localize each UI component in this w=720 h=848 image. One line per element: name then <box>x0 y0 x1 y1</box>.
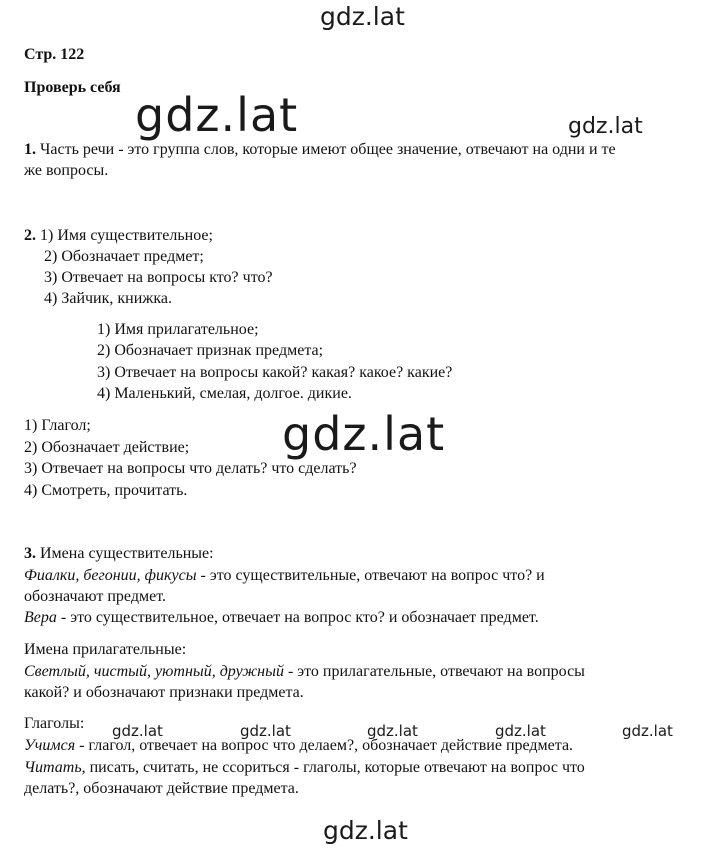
q3-nouns-example-2: Вера - это существительное, отвечает на вопрос кто? и обозначает предмет. <box>24 609 539 626</box>
q2-verb-2: 2) Обозначает действие; <box>24 439 190 456</box>
watermark-bottom: gdz.lat <box>323 816 408 845</box>
watermark-large-1: gdz.lat <box>135 88 299 142</box>
q3-nouns-heading: 3. Имена существительные: <box>24 545 214 562</box>
q1-line-2: же вопросы. <box>24 162 109 179</box>
watermark-large-2: gdz.lat <box>282 407 446 461</box>
q1-number: 1. <box>24 141 36 158</box>
q1-line-1 <box>24 140 616 160</box>
q3-nouns-example-1: Фиалки, бегонии, фикусы - это существительные, отвечают на вопрос что? и <box>24 567 545 584</box>
q2-adj-1: 1) Имя прилагательное; <box>97 321 259 338</box>
q3-adj-example-cont: какой? и обозначают признаки предмета. <box>24 684 304 701</box>
q3-adj-example: Светлый, чистый, уютный, дружный - это прилагательные, отвечают на вопросы <box>24 663 585 680</box>
watermark-small-3: gdz.lat <box>367 722 418 740</box>
q2-noun-3: 3) Отвечает на вопросы кто? что? <box>44 269 273 286</box>
watermark-small-5: gdz.lat <box>622 722 673 740</box>
q3-verbs-example-2-cont: делать?, обозначают действие предмета. <box>24 780 299 797</box>
watermark-small-1: gdz.lat <box>112 722 163 740</box>
q2-noun-2: 2) Обозначает предмет; <box>44 248 204 265</box>
watermark-small-2: gdz.lat <box>240 722 291 740</box>
q2-verb-1: 1) Глагол; <box>24 417 91 434</box>
q3-adj-heading: Имена прилагательные: <box>24 641 187 658</box>
watermark-right: gdz.lat <box>568 114 643 139</box>
watermark-small-4: gdz.lat <box>495 722 546 740</box>
q1-text: Часть речи - это группа слов, которые имеют общее значение, отвечают на одни и те <box>36 141 616 158</box>
q2-verb-3: 3) Отвечает на вопросы что делать? что сделать? <box>24 460 357 477</box>
q2-number: 2. <box>24 227 36 244</box>
q3-verbs-example-2: Читать, писать, считать, не ссориться - глаголы, которые отвечают на вопрос что <box>24 759 585 776</box>
q3-verbs-heading: Глаголы: <box>24 715 85 732</box>
page-number: Стр. 122 <box>24 46 85 63</box>
q2-adj-4: 4) Маленький, смелая, долгое. дикие. <box>97 385 352 402</box>
q3-verbs-example-1: Учимся - глагол, отвечает на вопрос что делаем?, обозначает действие предмета. <box>24 737 574 754</box>
q2-verb-4: 4) Смотреть, прочитать. <box>24 482 188 499</box>
section-title: Проверь себя <box>24 79 121 96</box>
q3-nouns-example-1-cont: обозначают предмет. <box>24 588 166 605</box>
q2-noun-1: 2. 1) Имя существительное; <box>24 227 213 244</box>
watermark-top: gdz.lat <box>320 2 405 31</box>
q3-number: 3. <box>24 545 36 562</box>
q2-adj-2: 2) Обозначает признак предмета; <box>97 342 324 359</box>
q2-adj-3: 3) Отвечает на вопросы какой? какая? какое? какие? <box>97 364 453 381</box>
q2-noun-4: 4) Зайчик, книжка. <box>44 290 172 307</box>
